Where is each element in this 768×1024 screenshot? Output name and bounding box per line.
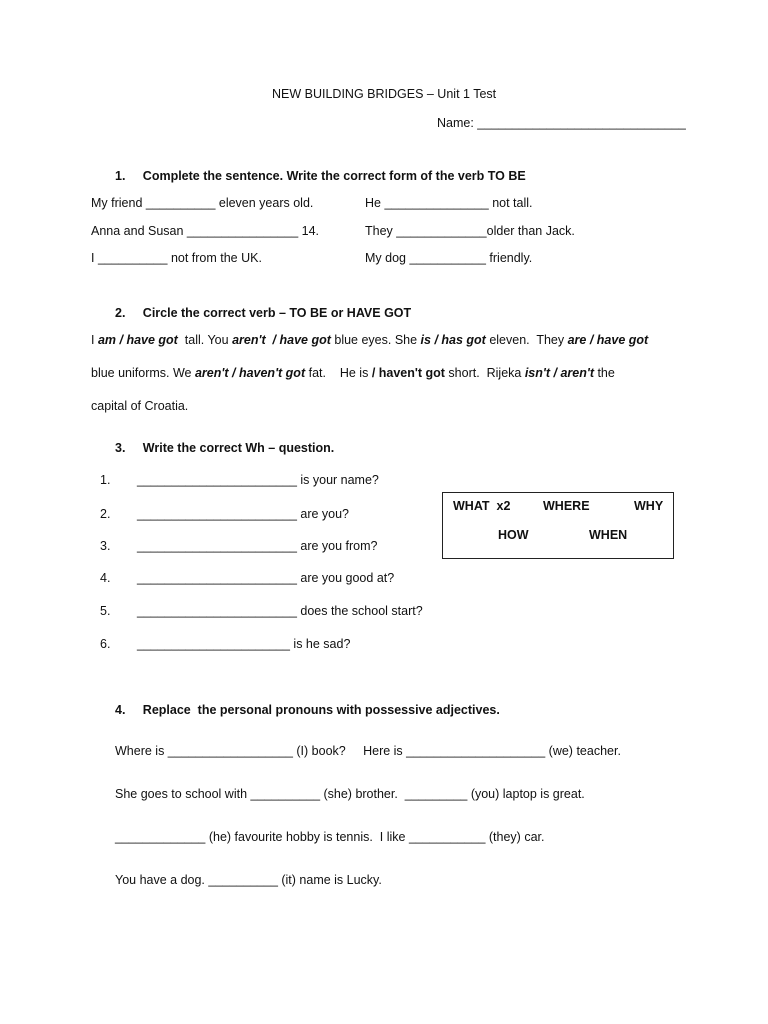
section2-line1: I am / have got tall. You aren't / have got blue eyes. She is / has got eleven. They are / have got [91,333,649,347]
question-item: _______________________ is your name? [137,473,379,487]
question-item: _______________________ does the school start? [137,604,423,618]
section3-heading: 3. Write the correct Wh – question. [115,441,335,455]
section1-row2-right: They _____________older than Jack. [365,224,575,238]
section1-row1-right: He _______________ not tall. [365,196,533,210]
section2-line2: blue uniforms. We aren't / haven't got fat. He is / haven't got short. Rijeka isn't / aren't the [91,366,615,380]
section4-line: She goes to school with __________ (she) brother. _________ (you) laptop is great. [115,787,585,801]
question-item: ______________________ is he sad? [137,637,351,651]
section1-row2-left: Anna and Susan ________________ 14. [91,224,319,238]
word-box-item: WHEN [589,528,628,542]
question-number: 2. [100,507,111,521]
question-number: 1. [100,473,111,487]
name-field: Name: ______________________________ [437,116,686,130]
question-number: 5. [100,604,111,618]
test-title: NEW BUILDING BRIDGES – Unit 1 Test [272,87,497,101]
section1-row1-left: My friend __________ eleven years old. [91,196,314,210]
word-box-item: WHY [634,499,664,513]
section2-heading: 2. Circle the correct verb – TO BE or HAVE GOT [115,306,412,320]
word-box-item: WHERE [543,499,590,513]
question-number: 4. [100,571,111,585]
section1-heading: 1. Complete the sentence. Write the correct form of the verb TO BE [115,169,526,183]
section4-line: Where is __________________ (I) book? Here is ____________________ (we) teacher. [115,744,621,758]
question-item: _______________________ are you? [137,507,350,521]
section2-line3: capital of Croatia. [91,399,189,413]
word-box [442,492,674,559]
question-item: _______________________ are you good at? [137,571,395,585]
section1-row3-right: My dog ___________ friendly. [365,251,533,265]
question-number: 6. [100,637,111,651]
section1-row3-left: I __________ not from the UK. [91,251,262,265]
section4-heading: 4. Replace the personal pronouns with possessive adjectives. [115,703,500,717]
word-box-item: HOW [498,528,529,542]
question-number: 3. [100,539,111,553]
section4-line: You have a dog. __________ (it) name is Lucky. [115,873,382,887]
word-box-item: WHAT x2 [453,499,511,513]
question-item: _______________________ are you from? [137,539,378,553]
section4-line: _____________ (he) favourite hobby is tennis. I like ___________ (they) car. [115,830,545,844]
